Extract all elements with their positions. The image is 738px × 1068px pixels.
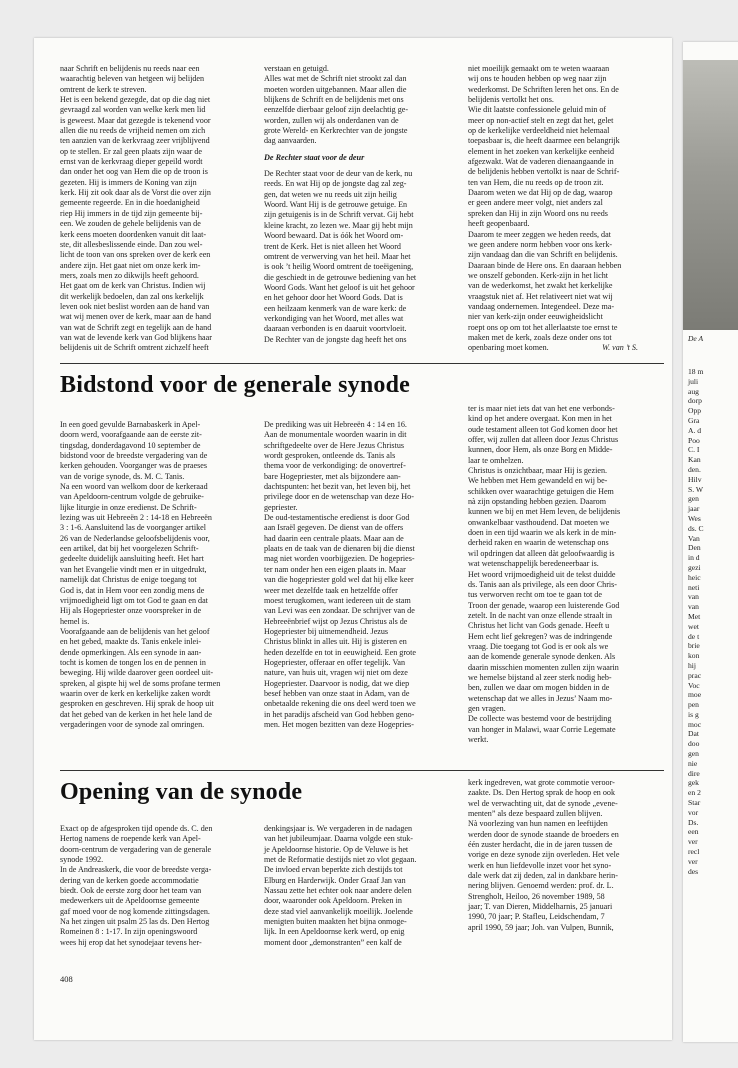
adjacent-text-line: Poo	[688, 435, 700, 445]
adjacent-text-line: prac	[688, 670, 702, 680]
adjacent-text-line: nie	[688, 758, 698, 768]
article2-column-3	[468, 404, 638, 745]
adjacent-text-line: Voc	[688, 680, 700, 690]
adjacent-text-line: van	[688, 602, 699, 612]
adjacent-text-line: 18 m	[688, 367, 704, 376]
adjacent-text-line: Wes	[688, 513, 701, 523]
article3-col2-text: denkingsjaar is. We vergaderen in de nadagen van het jubileumjaar. Daarna volgde een stuk- je Apeldoornse historie. Op de Veluwe is het met de Reformatie destijds niet zo vlot gegaan. De invloed ervan beperkte zich destijds tot Elburg en Harderwijk. Onder Graaf Jan van Nassau zette het echter ook naar andere delen door, waaronder ook Apeldoorn. Preken in deze stad viel aanvankelijk moeilijk. Joelende menigten buiten maakten het bijna onmoge- lijk. In een Apeldoornse kerk werd, op enig moment door „demonstranten” een kalf de	[264, 824, 417, 947]
adjacent-text-line: een	[688, 827, 699, 837]
article1-column-3	[468, 64, 638, 354]
adjacent-text-line: van	[688, 592, 699, 602]
adjacent-text-line: gek	[688, 778, 699, 788]
adjacent-text-line: S. W	[688, 484, 704, 494]
article2-column-2	[264, 420, 434, 730]
adjacent-text-line: Dat	[688, 729, 699, 739]
adjacent-text-line: den.	[688, 464, 701, 474]
adjacent-text-line: wet	[688, 621, 699, 631]
adjacent-text-line: aug	[688, 386, 699, 396]
adjacent-text-line: ver	[688, 856, 698, 866]
adjacent-text-line: moe	[688, 690, 702, 700]
article1-subheading: De Rechter staat voor de deur	[264, 152, 365, 162]
article1-last-line: openbaring moet komen.	[468, 343, 549, 353]
adjacent-text-line: kon	[688, 651, 700, 661]
article2-col2-text: De prediking was uit Hebreeën 4 : 14 en 16. Aan de monumentale woorden waarin in dit schriftgedeelte over de Here Jezus Christus wordt gesproken, ontleende ds. Tanis als thema voor de verkondiging: de onovertref- bare Hogepriester, met als bijzondere aan- dachtspunten: het bezit van, het leven bij, het privilege door en de wetenschap van deze Ho- gepriester. De oud-testamentische eredienst is door God aan Israël gegeven. De dienst van de offers had daarin een centrale plaats. Maar aan de plaats en de taak van de dienaren bij die dienst mag niet worden voorbijgezien. De hogepries- ter nam onder hen een eigen plaats in. Maar van die hogepriester gold wel dat hij elke keer weer met dezelfde taak en hetzelfde offer moest terugkomen, want iedereen uit de stam van Levi was een zondaar. De schrijver van de Hebreeënbrief wijst op Jezus Christus als de Hogepriester bij uitnemendheid. Jezus Christus blinkt in alles uit. Hij is gisteren en heden dezelfde en tot in eeuwigheid. Een grote Hogepriester, offeraar en offer tegelijk. Van nature, van huis uit, vragen wij niet om deze Hogepriester. Daarvoor is nodig, dat we diep besef hebben van onze staat in Adam, van de onbetaalde rekening die ons deel werd toen we in het paradijs afscheid van God hebben geno- men. Het mogen bezitten van deze Hogepries-	[264, 420, 416, 729]
adjacent-text-line: Den	[688, 543, 701, 553]
adjacent-text-line: pen	[688, 700, 699, 710]
article3-column-1	[60, 824, 230, 948]
adjacent-text-line: des	[688, 866, 699, 876]
article3-col1-text: Exact op de afgesproken tijd opende ds. C. den Hertog namens de roepende kerk van Apel- doorn-centrum de vergadering van de generale synode 1992. In de Andreaskerk, die voor de breedste verga- dering van de kerken goede accommodatie biedt. Ook de eerste zorg door het team van medewerkers uit de Apeldoornse gemeente gaf moed voor de nog komende zittingsdagen. Na het zingen uit psalm 25 las ds. Den Hertog Romeinen 8 : 1-17. In zijn openingswoord wees hij erop dat het synodejaar tevens her-	[60, 824, 213, 947]
article1-col3-text: niet moeilijk gemaakt om te weten waaraan wij ons te houden hebben op weg naar zijn wederkomst. De Schriften leren het ons. En de belijdenis vertolkt het ons. Wie dit laatste confessionele geluid min of meer op non-actief stelt en zegt dat het, gelet op de kerkelijke verdeeldheid niet helemaal toepasbaar is, die heeft daarmee een belangrijk element in het zoeken van kerkelijke eenheid afgezwakt. Wat de vaderen dienaangaande in de belijdenis hebben vertolkt is naar de Schrif- ten van Hem, die nu reeds op de troon zit. Daarom weten we dat Hij op de dag, waarop er geen andere meer volgt, niet anders zal spreken dan Hij in zijn Woord ons nu reeds heeft geopenbaard. Daarom te meer zeggen we heden reeds, dat we geen andere norm hebben voor ons kerk- zijn vandaag dan die van Schrift en belijdenis. Daaraan binde de Here ons. En daaraan hebben we onszelf gebonden. Kerk-zijn in het licht van de wederkomst, het zwakt het kerkelijke vraagstuk niet af. Het relativeert niet wat wij vandaag ondernemen. Integendeel. Deze ma- nier van kerk-zijn onder eeuwigheidslicht roept ons op om tot het allerlaatste toe ernst te maken met de kerk, zoals deze onder ons tot	[468, 64, 622, 342]
adjacent-text-line: ds. C	[688, 523, 704, 533]
adjacent-text-line: gen	[688, 494, 699, 504]
adjacent-photo	[683, 60, 738, 330]
adjacent-text-line: dire	[688, 768, 700, 778]
magazine-page	[34, 38, 672, 1040]
article1-column-1	[60, 64, 230, 354]
adjacent-text-line: Opp	[688, 406, 702, 416]
adjacent-text-line: is g	[688, 709, 699, 719]
section-divider-1	[60, 363, 664, 364]
adjacent-text-line: de t	[688, 631, 700, 641]
adjacent-text-line: Star	[688, 798, 701, 808]
adjacent-text-line: neti	[688, 582, 700, 592]
adjacent-text-line: ver	[688, 837, 698, 847]
adjacent-text-line: Van	[688, 533, 700, 543]
adjacent-text-line: hij	[688, 660, 697, 670]
article3-col3-text: kerk ingedreven, wat grote commotie veroor- zaakte. Ds. Den Hertog sprak de hoop en ook wel de verwachting uit, dat de synode „evene- menten” als deze bespaard zullen blijven. Nà voorlezing van hun namen en leeftijden werden door de synode staande de broeders en één zuster herdacht, die in de jaren tussen de vorige en deze synode zijn overleden. Het vele werk en hun liefdevolle inzet voor het syno- dale werk dat zij deden, zal in dankbare herin- nering blijven. Genoemd werden: prof. dr. L. Strengholt, Heiloo, 26 november 1989, 58 jaar; T. van Dieren, Middelharnis, 25 januari 1990, 70 jaar; P. Stafleu, Leidschendam, 7 april 1990, 59 jaar; Joh. van Vulpen, Bunnik,	[468, 778, 620, 932]
article1-column-2	[264, 64, 434, 345]
adjacent-text-line: Ds.	[688, 817, 699, 827]
article2-heading: Bidstond voor de generale synode	[60, 372, 410, 398]
adjacent-text-line: Gra	[688, 415, 700, 425]
adjacent-page	[683, 42, 738, 1042]
article1-signature: W. van ’t S.	[602, 343, 638, 353]
adjacent-text-line: brie	[688, 641, 700, 651]
adjacent-text-line: in d	[688, 553, 700, 563]
page-number: 408	[60, 974, 73, 984]
adjacent-text-line: gen	[688, 749, 699, 759]
article3-column-2	[264, 824, 434, 948]
adjacent-text-fragments	[688, 367, 738, 876]
adjacent-text-line: vor	[688, 807, 699, 817]
adjacent-photo-caption: De A	[688, 334, 704, 343]
adjacent-text-line: juli	[688, 376, 699, 386]
article1-closing-line	[468, 343, 638, 353]
adjacent-text-line: C. I	[688, 445, 700, 455]
article3-column-3	[468, 778, 638, 933]
adjacent-text-line: Hilv	[688, 474, 702, 484]
adjacent-text-line: heic	[688, 572, 701, 582]
adjacent-text-line: Kan	[688, 455, 701, 465]
article1-col2b-text: De Rechter staat voor de deur van de kerk, nu reeds. En wat Hij op de jongste dag zal zeg- gen, dat weten we nu reeds uit zijn heilig Woord. Want Hij is de getrouwe getuige. En zijn getuigenis is in de Schrift vervat. Gij hebt kleine kracht, zo lezen we. Maar gij hebt mijn Woord bewaard. Dat is óók het Woord om- trent de Kerk. Het is niet alleen het Woord omtrent de verwerving van het heil. Maar het is ook ’t heilig Woord omtrent de toeëigening, die geschiedt in de getrouwe bediening van het Woord Gods. Want het geloof is uit het gehoor en het gehoor door het Woord Gods. Dat is een heilzaam kenmerk van de ware kerk: de verkondiging van het Woord, met alles wat daaraan verbonden is en daaruit voortvloeit. De Rechter van de jongste dag heeft het ons	[264, 169, 417, 344]
article2-col3-text: ter is maar niet iets dat van het ene verbonds- kind op het andere overgaat. Kon men in het oude testament alleen tot God komen door het offer, wij zullen dat alleen door Jezus Christus kunnen, door Hem, als onze Borg en Midde- laar te omhelzen. Christus is onzichtbaar, maar Hij is gezien. We hebben met Hem gewandeld en wij be- schikken over waarachtige getuigen die Hem nà zijn opstanding hebben gezien. Daarom kunnen we bij en met Hem leven, de belijdenis onwankelbaar vasthoudend. Dat moeten we doen in een tijd waarin we als kerk in de min- derheid raken en waarin de wetenschap ons wil opdringen dat alleen dàt geloofwaardig is wat wetenschappelijk beredeneerbaar is. Het woord vrijmoedigheid uit de tekst duidde ds. Tanis aan als privilege, als een door Chris- tus verworven recht om toe te gaan tot de Troon der genade, waarop een luisterende God zetelt. In de nacht van onze ellende straalt in Christus het licht van Gods genade. Heeft u Hem echt lief gekregen? was de indringende vraag. Die toegang tot God is er ook als we aan de komende generale synode denken. Als daarin misschien momenten zullen zijn waarin we hemelse bijstand al zeer sterk nodig heb- ben, zullen we daar om mogen bidden in de wetenschap dat we alles in Jezus’ Naam mo- gen vragen. De collecte was bestemd voor de bestrijding van honger in Malawi, waar Corrie Legemate werkt.	[468, 404, 621, 744]
adjacent-text-line: en 2	[688, 788, 701, 798]
adjacent-text-line: Met	[688, 611, 701, 621]
section-divider-2	[60, 770, 664, 771]
article1-col2a-text: verstaan en getuigd. Alles wat met de Schrift niet strookt zal dan moeten worden uitgebannen. Maar allen die blijkens de Schrift en de belijdenis met ons eenzelfde dierbaar geloof zijn deelachtig ge- worden, zullen wij als onderdanen van de grote Wereld- en Kerkrechter van de jongste dag aanvaarden.	[264, 64, 409, 146]
adjacent-text-line: jaar	[688, 504, 700, 514]
adjacent-text-line: gezi	[688, 562, 701, 572]
article2-col1-text: In een goed gevulde Barnabaskerk in Apel- doorn werd, voorafgaande aan de eerste zit- tingsdag, donderdagavond 10 september de bidstond voor de breedste vergadering van de kerken gehouden. Voorganger was de praeses van de vorige synode, ds. M. C. Tanis. Na een woord van welkom door de kerkeraad van Apeldoorn-centrum volgde de gebruike- lijke liturgie in onze eredienst. De Schrift- lezing was uit Hebreeën 2 : 14-18 en Hebreeën 3 : 1-6. Aansluitend las de voorganger artikel 26 van de Nederlandse geloofsbelijdenis voor, een artikel, dat bij het voorgelezen Schrift- gedeelte duidelijk aansluiting heeft. Het hart van het Evangelie vindt men er in uitgedrukt, namelijk dat Christus de enige toegang tot God is, dat in Hem voor een zondig mens de vrijmoedigheid ligt om tot God te gaan en dat Hij als Hogepriester onze voorspreker in de hemel is. Voorafgaande aan de belijdenis van het geloof en het gebed, maakte ds. Tanis enkele inlei- dende opmerkingen. Als een synode in aan- tocht is komen de tongen los en de pennen in beweging. Hij wilde daarover geen oordeel uit- spreken, al gispte hij wel de soms profane termen waarin over de kerk en kerkelijke zaken wordt gesproken en geschreven. Hij sprak de hoop uit dat het gebed van de kerken in het hele land de vergaderingen voor de synode zal omringen.	[60, 420, 221, 729]
adjacent-text-line: dorp	[688, 396, 702, 406]
article2-column-1	[60, 420, 230, 730]
adjacent-text-line: doo	[688, 739, 700, 749]
article1-col1-text: naar Schrift en belijdenis nu reeds naar een waarachtig beleven van hetgeen wij belijden omtrent de kerk te streven. Het is een bekend gezegde, dat op die dag niet gevraagd zal worden van welke kerk men lid is geweest. Maar dat gezegde is tekenend voor allen die nu reeds de vrijheid nemen om zich ten aanzien van de kerkvraag zeer vrijblijvend op te stellen. Er zal geen plaats zijn waar de ernst van de kerkvraag dieper gepeild wordt dan onder het oog van Hem die op de troon is gezeten. Hij is immers de Koning van zijn kerk. Hij zit ook daar als de Vorst die over zijn gemeente regeerde. En in die hoedanigheid riep Hij immers in de tijd zijn gemeente bij- een. We zouden de gehele belijdenis van de kerk eens moeten doordenken vanuit dit laat- ste, dit allesbeslissende einde. Dan zou wel- licht de toon van ons spreken over de kerk een andere zijn. Het gaat niet om onze kerk im- mers, zoals men zo dikwijls heeft gehoord. Het gaat om de kerk van Christus. Indien wij dit werkelijk bedoelen, dan zal ons kerkelijk leven ook niet beslist worden aan de hand van wat wij menen over de kerk, maar aan de hand van wat de Schrift zegt en tegelijk aan de hand van wat de levende kerk van God blijkens haar belijdenis uit de Schrift omtrent zichzelf heeft	[60, 64, 212, 353]
adjacent-text-line: moc	[688, 719, 702, 729]
adjacent-text-line: A. d	[688, 425, 702, 435]
adjacent-text-line: recl	[688, 847, 700, 857]
article3-heading: Opening van de synode	[60, 779, 303, 805]
